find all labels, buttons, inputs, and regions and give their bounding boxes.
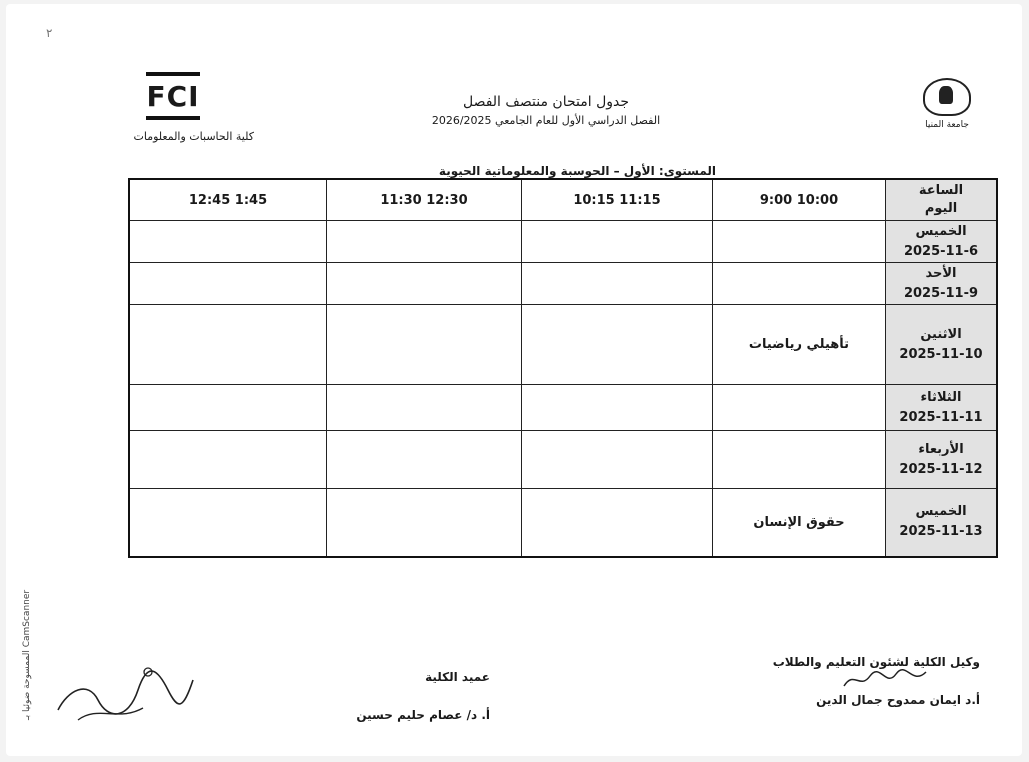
- exam-cell: [129, 305, 327, 385]
- vice-dean-signature-icon: [840, 666, 930, 692]
- university-name: جامعة المنيا: [925, 120, 969, 130]
- table-row: [129, 221, 997, 263]
- day-date: 2025-11-10: [899, 346, 983, 362]
- vice-dean-name: أ.د ايمان ممدوح جمال الدين: [816, 693, 980, 707]
- table-header-row: [129, 179, 997, 221]
- day-date: 2025-11-11: [899, 409, 983, 425]
- day-date: 2025-11-6: [903, 243, 979, 259]
- corner-time-label: الساعة: [918, 183, 964, 198]
- exam-cell: [713, 385, 886, 431]
- table-row: [129, 431, 997, 489]
- table-row: [129, 305, 997, 385]
- vice-dean-role: وكيل الكلية لشئون التعليم والطلاب: [772, 655, 980, 669]
- day-cell: [886, 221, 998, 263]
- day-cell: [886, 431, 998, 489]
- day-date: 2025-11-12: [899, 461, 983, 477]
- exam-cell: تأهيلي رياضيات: [713, 305, 886, 385]
- level-heading: المستوى: الأول – الحوسبة والمعلوماتية الحيوية: [438, 164, 716, 178]
- exam-cell: [129, 221, 327, 263]
- faculty-name: كلية الحاسبات والمعلومات: [133, 130, 254, 143]
- day-name: الاثنين: [920, 326, 962, 342]
- exam-cell: حقوق الإنسان: [713, 489, 886, 557]
- exam-cell: [327, 385, 522, 431]
- dean-name: أ. د/ عصام حليم حسين: [356, 708, 490, 722]
- day-name: الأربعاء: [918, 441, 964, 457]
- day-name: الثلاثاء: [920, 389, 962, 405]
- page-title: جدول امتحان منتصف الفصل: [462, 94, 630, 110]
- time-slot-header: 9:00 10:00: [713, 179, 886, 221]
- time-slot-header: 11:30 12:30: [327, 179, 522, 221]
- page-mark: ٢: [46, 26, 53, 40]
- corner-day-label: اليوم: [924, 201, 958, 216]
- exam-cell: [522, 385, 713, 431]
- exam-cell: [129, 385, 327, 431]
- day-cell: [886, 263, 998, 305]
- exam-cell: [522, 489, 713, 557]
- exam-cell: [522, 263, 713, 305]
- dean-signature-icon: [48, 660, 198, 730]
- exam-cell: [713, 431, 886, 489]
- day-name: الخميس: [915, 223, 967, 239]
- exam-schedule-table: [128, 178, 998, 558]
- exam-cell: [713, 263, 886, 305]
- exam-cell: [522, 305, 713, 385]
- day-name: الأحد: [925, 265, 957, 281]
- day-name: الخميس: [915, 504, 967, 520]
- exam-cell: [327, 263, 522, 305]
- dean-signature-block: [260, 670, 490, 722]
- exam-cell: [522, 221, 713, 263]
- time-slot-header: 10:15 11:15: [522, 179, 713, 221]
- day-cell: [886, 305, 998, 385]
- exam-cell: [327, 305, 522, 385]
- exam-cell: [327, 221, 522, 263]
- exam-cell: [129, 431, 327, 489]
- time-slot-header: 12:45 1:45: [129, 179, 327, 221]
- table-row: [129, 263, 997, 305]
- page-subtitle: الفصل الدراسي الأول للعام الجامعي 2026/2025: [431, 114, 661, 127]
- exam-cell: [129, 489, 327, 557]
- university-logo: [918, 78, 976, 130]
- exam-cell: [522, 431, 713, 489]
- day-cell: [886, 489, 998, 557]
- day-date: 2025-11-9: [903, 285, 979, 301]
- exam-cell: [129, 263, 327, 305]
- dean-role: عميد الكلية: [425, 670, 490, 684]
- exam-cell: [327, 431, 522, 489]
- day-date: 2025-11-13: [899, 524, 983, 540]
- fci-logo-icon: FCI: [146, 72, 200, 120]
- exam-cell: [327, 489, 522, 557]
- table-row: [129, 385, 997, 431]
- scanner-watermark: CamScanner الممسوحة ضوئيا بـ: [22, 590, 32, 721]
- table-row: [129, 489, 997, 557]
- university-emblem-icon: [923, 78, 971, 116]
- exam-cell: [713, 221, 886, 263]
- day-cell: [886, 385, 998, 431]
- faculty-logo: [114, 72, 254, 143]
- corner-header: [886, 179, 998, 221]
